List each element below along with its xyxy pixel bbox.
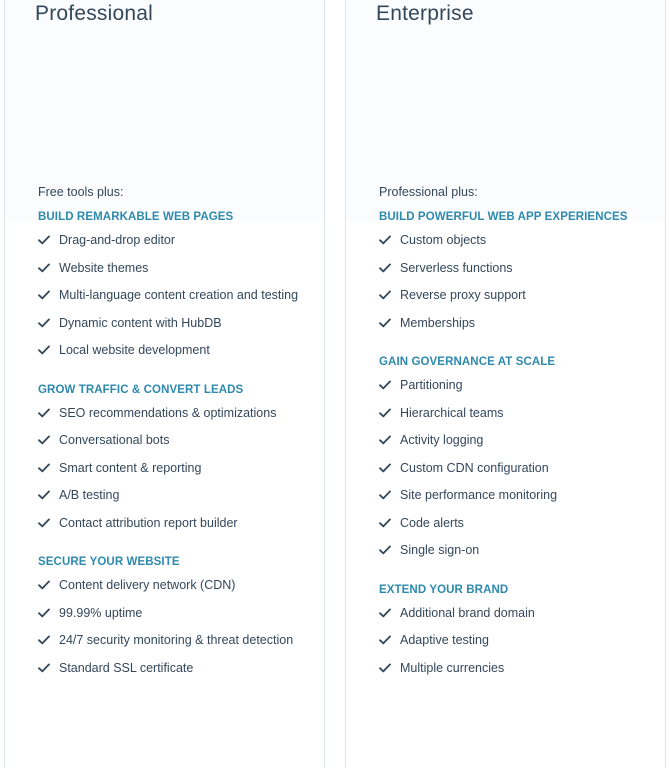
feature-item <box>379 258 654 279</box>
plan-card-enterprise <box>345 0 666 768</box>
checkmark-icon <box>379 290 391 300</box>
feature-item <box>379 658 654 679</box>
feature-label: Additional brand domain <box>400 605 535 620</box>
feature-item <box>379 285 654 306</box>
feature-label: Multi-language content creation and testing <box>59 288 299 302</box>
section-heading: EXTEND YOUR BRAND <box>379 583 509 596</box>
checkmark-icon <box>379 408 391 418</box>
feature-label: 99.99% uptime <box>59 605 143 620</box>
plan-card-professional <box>4 0 325 768</box>
checkmark-icon <box>38 518 50 528</box>
feature-label: Smart content & reporting <box>59 460 202 475</box>
feature-label: Drag-and-drop editor <box>59 233 176 247</box>
feature-list <box>38 575 313 678</box>
section-heading: BUILD POWERFUL WEB APP EXPERIENCES <box>379 211 628 223</box>
feature-item <box>379 403 654 424</box>
feature-item <box>379 430 654 451</box>
section-heading: GROW TRAFFIC & CONVERT LEADS <box>38 383 244 396</box>
feature-section <box>379 209 654 333</box>
feature-item <box>38 485 313 506</box>
checkmark-icon <box>38 235 50 245</box>
checkmark-icon <box>379 318 391 328</box>
feature-list <box>379 230 654 333</box>
feature-label: Adaptive testing <box>400 633 489 647</box>
feature-item <box>379 485 654 506</box>
feature-label: Website themes <box>59 260 149 275</box>
feature-item <box>379 513 654 534</box>
feature-label: Activity logging <box>400 433 484 447</box>
feature-label: Standard SSL certificate <box>59 660 194 675</box>
checkmark-icon <box>38 408 50 418</box>
feature-label: SEO recommendations & optimizations <box>59 405 277 420</box>
checkmark-icon <box>38 318 50 328</box>
feature-item <box>38 258 313 279</box>
feature-label: Conversational bots <box>59 433 170 447</box>
checkmark-icon <box>379 518 391 528</box>
section-heading: GAIN GOVERNANCE AT SCALE <box>379 356 556 368</box>
feature-item <box>379 540 654 561</box>
feature-section <box>38 382 313 534</box>
feature-label: Code alerts <box>400 515 464 530</box>
feature-list <box>379 375 654 561</box>
feature-item <box>379 230 654 251</box>
feature-section <box>379 354 654 561</box>
checkmark-icon <box>38 635 50 645</box>
checkmark-icon <box>38 608 50 618</box>
feature-label: Custom CDN configuration <box>400 460 549 475</box>
feature-item <box>38 403 313 424</box>
feature-label: Site performance monitoring <box>400 488 558 502</box>
feature-label: A/B testing <box>59 488 120 502</box>
checkmark-icon <box>379 263 391 273</box>
checkmark-icon <box>379 435 391 445</box>
checkmark-icon <box>379 490 391 500</box>
feature-item <box>379 313 654 334</box>
section-heading: BUILD REMARKABLE WEB PAGES <box>38 211 234 223</box>
feature-item <box>38 603 313 624</box>
plan-intro: Free tools plus: <box>38 185 124 199</box>
checkmark-icon <box>379 380 391 390</box>
plan-title: Enterprise <box>376 2 474 25</box>
feature-item <box>38 430 313 451</box>
checkmark-icon <box>38 490 50 500</box>
checkmark-icon <box>379 663 391 673</box>
checkmark-icon <box>38 580 50 590</box>
plan-features <box>38 183 313 699</box>
feature-section <box>38 209 313 361</box>
checkmark-icon <box>379 545 391 555</box>
feature-list <box>38 403 313 534</box>
feature-label: Contact attribution report builder <box>59 515 238 530</box>
feature-item <box>379 458 654 479</box>
feature-item <box>379 375 654 396</box>
feature-section <box>379 582 654 679</box>
feature-label: Reverse proxy support <box>400 288 526 302</box>
feature-list <box>379 603 654 679</box>
checkmark-icon <box>38 345 50 355</box>
feature-label: Custom objects <box>400 233 487 247</box>
feature-item <box>38 458 313 479</box>
feature-item <box>38 230 313 251</box>
checkmark-icon <box>38 435 50 445</box>
feature-item <box>38 513 313 534</box>
feature-label: Content delivery network (CDN) <box>59 578 236 592</box>
feature-label: Serverless functions <box>400 260 513 275</box>
plan-title: Professional <box>35 2 153 25</box>
checkmark-icon <box>38 463 50 473</box>
feature-label: Dynamic content with HubDB <box>59 315 222 330</box>
plan-intro: Professional plus: <box>379 185 478 199</box>
checkmark-icon <box>38 263 50 273</box>
plan-features <box>379 183 654 699</box>
section-heading: SECURE YOUR WEBSITE <box>38 556 180 568</box>
feature-list <box>38 230 313 361</box>
feature-label: Memberships <box>400 315 476 330</box>
feature-label: Local website development <box>59 343 210 357</box>
feature-item <box>379 603 654 624</box>
feature-item <box>38 658 313 679</box>
checkmark-icon <box>379 463 391 473</box>
feature-item <box>38 575 313 596</box>
checkmark-icon <box>379 608 391 618</box>
feature-item <box>38 630 313 651</box>
feature-label: Partitioning <box>400 378 463 392</box>
feature-item <box>38 285 313 306</box>
feature-item <box>38 340 313 361</box>
checkmark-icon <box>379 635 391 645</box>
checkmark-icon <box>38 663 50 673</box>
feature-label: Multiple currencies <box>400 660 505 675</box>
feature-label: 24/7 security monitoring & threat detection <box>59 633 294 647</box>
feature-item <box>379 630 654 651</box>
feature-section <box>38 554 313 678</box>
checkmark-icon <box>379 235 391 245</box>
feature-label: Single sign-on <box>400 543 480 557</box>
feature-item <box>38 313 313 334</box>
checkmark-icon <box>38 290 50 300</box>
feature-label: Hierarchical teams <box>400 405 504 420</box>
